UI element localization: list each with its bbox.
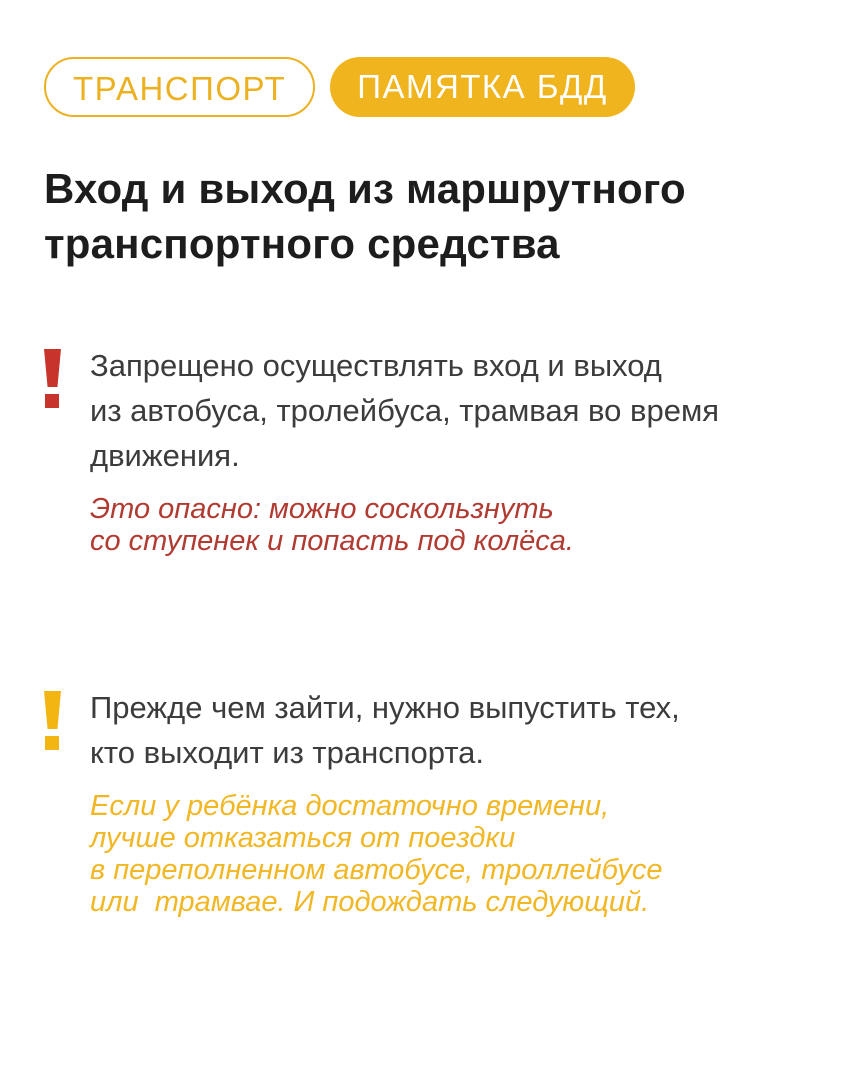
exclamation-dot	[45, 394, 59, 408]
page-title-line-1: Вход и выход из маршрутного	[44, 165, 686, 212]
rule-text	[90, 685, 824, 775]
rule-section-texts	[90, 343, 824, 557]
advice-note-line-3: в переполненном автобусе, троллейбусе	[90, 854, 663, 886]
badge-transport	[44, 57, 315, 117]
advice-note-line-4: или трамвае. И подождать следующий.	[90, 886, 650, 918]
page-title	[44, 161, 824, 271]
badge-transport-label: ТРАНСПОРТ	[73, 70, 287, 107]
rule-text	[90, 343, 824, 478]
rule-section-texts	[90, 685, 824, 918]
exclamation-dot	[45, 736, 59, 750]
badge-row	[44, 57, 824, 117]
rule-text-line-1: Прежде чем зайти, нужно выпустить тех,	[90, 690, 680, 725]
rule-section-let-out	[44, 685, 824, 918]
page-title-line-2: транспортного средства	[44, 220, 560, 267]
exclamation-bar	[44, 349, 61, 387]
rule-text-line-2: из автобуса, тролейбуса, трамвая во время	[90, 393, 720, 428]
danger-note-line-1: Это опасно: можно соскользнуть	[90, 493, 554, 525]
advice-note	[90, 790, 824, 918]
exclamation-icon	[44, 691, 90, 750]
rule-text-line-3: движения.	[90, 438, 240, 473]
advice-note-line-1: Если у ребёнка достаточно времени,	[90, 790, 610, 822]
rule-section-prohibited	[44, 343, 824, 557]
badge-pamyatka-bdd-label: ПАМЯТКА БДД	[357, 68, 608, 105]
badge-pamyatka-bdd	[330, 57, 634, 117]
rule-text-line-2: кто выходит из транспорта.	[90, 735, 485, 770]
danger-note	[90, 493, 824, 557]
rule-text-line-1: Запрещено осуществлять вход и выход	[90, 348, 662, 383]
exclamation-icon	[44, 349, 90, 408]
danger-note-line-2: со ступенек и попасть под колёса.	[90, 525, 574, 557]
advice-note-line-2: лучше отказаться от поездки	[90, 822, 516, 854]
exclamation-bar	[44, 691, 61, 729]
